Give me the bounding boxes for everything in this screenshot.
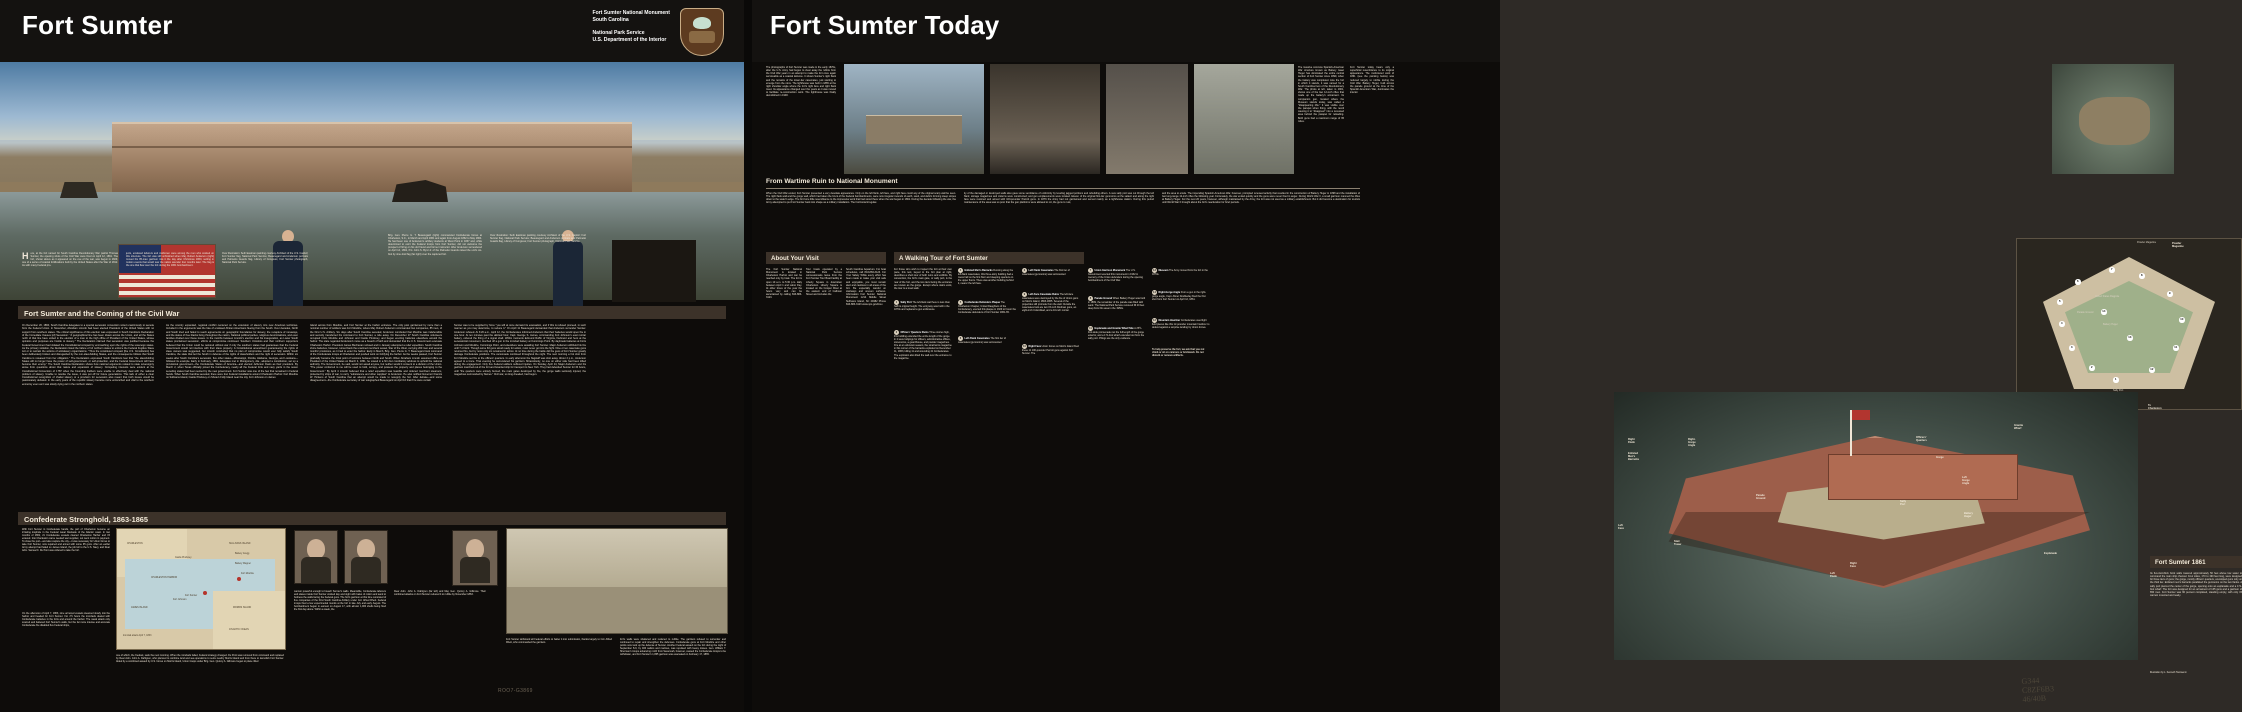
panel-gutter	[744, 0, 752, 712]
tour-number: 14	[1153, 291, 1156, 294]
tour-label: Esplanade and Granite Wharf Site	[1094, 327, 1134, 330]
plan-marker-13: 13	[2128, 335, 2132, 339]
map-label-battery-wagner: Battery Wagner	[235, 563, 251, 565]
fort-label-sally-port: Sally Port	[1900, 500, 1907, 506]
tour-number: 5	[959, 301, 962, 304]
section-title-confederate-stronghold: Confederate Stronghold, 1863-1865	[18, 512, 726, 525]
photo-fort-walls	[112, 122, 632, 194]
plan-marker-11: 11	[2174, 345, 2178, 349]
tour-number: 10	[1023, 345, 1026, 348]
tour-label: Confederate Defenders Plaque	[964, 301, 1000, 304]
plan-marker-6: 6	[2076, 279, 2079, 283]
plan-label-powder-magazine: Powder Magazine	[2137, 241, 2157, 244]
tour-closing-note: To help preserve the fort, we ask that you not climb or sit on cannons or brickwork. Do not disturb or remove artifacts.	[1152, 348, 1205, 358]
left-page-title: Fort Sumter	[22, 10, 173, 40]
rhett-coat	[460, 557, 490, 583]
dahlgren-face	[307, 539, 325, 559]
plan-marker-10: 10	[2180, 317, 2184, 321]
panel-left	[0, 0, 744, 712]
section-title-about-your-visit: About Your Visit	[766, 252, 886, 264]
plan-marker-12: 12	[2150, 367, 2154, 371]
map-label-fort-sumter: Fort Sumter	[185, 595, 198, 597]
map-label-atlantic-ocean: ATLANTIC OCEAN	[229, 629, 249, 631]
intro-dropcap: H	[22, 251, 29, 261]
tour-number: 7	[1089, 269, 1092, 272]
fort-label-left-flank: Left Flank	[1830, 572, 1837, 578]
tour-number: 12	[1153, 319, 1156, 322]
body-column-4: Sumter was to be supplied by force "you will at once demand its evacuation, and if this is refused proceed, in such manner as you may determine, to reduce it." On April 11 Beauregard demanded that Anderson surrender Sumter. Anderson refused. At 3:20 a.m., April 12, the Confederates informed Anderson that their batteries would open fire in one hour. At ten minutes past the allotted hour, Capt. George S. James, commanding Fort Johnson's east mortar battery, ordered the firing of a signal shell. Within moments Edmund Ruffin of Virginia, firebrand and hero at the secessionist movement, touched off a gun in the ironclad battery at Cummings Point. By daybreak batteries at Forts Johnson and Moultrie, Cummings Point, and elsewhere were assailing Fort Sumter. Major Anderson withheld his fire until 7 o'clock. Though some 60 guns stood ready for action, most never got into the fight. Nine or ten casemate guns returned fire, but by noon only six remained in action. At no time during the battle did the guns of Fort Sumter greatly damage Confederate positions. The cannonade continued throughout the night. The next morning a hot shot from Fort Moultrie set fire to the officers' quarters. In early afternoon the flagstaff was shot away. About 2 p.m., Anderson agreed to a truce. That evening he surrendered his garrison. Miraculously, no one on either side had been killed during the engagement. Only five Federal soldiers suffered injuries. On Sunday, April 14, Major Anderson and his garrison marched out of the fort and boarded ship for transport to New York. They had defended Sumter for 34 hours, until "the quarters were entirely burned, the main gates destroyed by fire, the gorge walls seriously injured, the magazines surrounded by flames." Civil war, so long dreaded, had begun.	[454, 324, 586, 376]
tour-label: Parade Ground	[1094, 297, 1113, 300]
tour-item-14	[1152, 290, 1210, 301]
panel-right	[752, 0, 2242, 712]
plan-marker-2: 2	[2090, 365, 2093, 369]
tour-label: Right-Gorge Angle	[1158, 291, 1181, 294]
tour-text: When Battery Huger was built in 1899, the remainder of the parade was filled with sand. The National Park Service removed fill 20 feet deep from this area in the 1950s.	[1088, 297, 1146, 311]
fort-label-right-gorge-angle: Right-Gorge Angle	[1688, 438, 1696, 447]
portrait-dahlgren	[294, 530, 338, 584]
map-label-castle-pinckney: Castle Pinckney	[175, 557, 192, 559]
tour-text: Confederates used light field pieces like this 12-pounder mountain howitzer to defend against a surprise landing by Union forces.	[1152, 319, 1210, 330]
map-label-battery-gregg: Battery Gregg	[235, 553, 250, 555]
photo-fort-mass	[866, 115, 961, 145]
plan-marker-5: 5	[2058, 299, 2061, 303]
right-page-title: Fort Sumter Today	[770, 10, 1000, 40]
body-column-2: As the country expanded, regional conflict centered on the extension of slavery into new American territories. Included in the arguments was the fate of enslaved African Americans fleeing from the South. Over decades, North and South tried and failed to reach agreements on geographic boundaries for slavery, the recapture of runaways, and the status of free blacks living throughout the nation, National political parties, religious denominations, and even families divided over these issues. In the months between Lincoln's election and his inauguration, as Lower South states proclaimed secession, efforts at compromise continued. Southern Unionists and their northern supporters believed that the Union could be restored without war if only the southern states had guarantees that the Federal Government would not interfere with their slave property. A Constitutional amendment guaranteeing the rights of slave owners was suggested, but Lincoln concluded that no plan of compromise would ever fully satisfy South Carolina, the state that led the South in defense of the rights of slaveholders and the right of secession. Within six weeks after South Carolina's secession, five other states—Mississippi, Florida, Alabama, Georgia, and Louisiana—followed its example. Early in February, 1861, delegates met in Montgomery, Ala., adopted a constitution, set up a provisional government—the Confederate States of America—and elected Jefferson Davis as their president. By March 2, when Texas officially joined the Confederacy, nearly all the Federal forts and navy yards in the seven seceding states had been seized by the new government. Fort Sumter was one of the few that remained in Federal hands. When South Carolina seceded, there were four Federal installations around Charleston Harbor: Fort Moultrie on Sullivans Island, Castle Pinckney on Shute's Folly Island near the city, Fort Johnson on James	[166, 324, 298, 379]
flag-stripe	[119, 275, 215, 279]
tour-number: 9	[1023, 293, 1026, 296]
caption-anderson-cont: Over illustration: Seth Eastman painting courtesy Architect of the U.S. Capitol; Fort Sumter flag, National Park Service; Beauregard and Anderson portraits and Palmetto Guards flag, Library of Congress; Fort Sumter photograph, National Park Service.	[222, 252, 309, 265]
gillmore-face	[357, 539, 375, 559]
tour-text: The left-flank wall here is less than half its original height. The entryway was built in the 1870s and replaced a gun embrasure.	[894, 301, 950, 312]
tour-text: The Charleston Chapter, United Daughters of the Confederacy, erected this plaque in 1929 to honor the Confederate defenders of Fort Sumter 1861-65.	[958, 301, 1016, 315]
engraving-caption: Fort Sumter withstood all Federal efforts to batter it into submission, thanks largely to Col. Alfred Rhett, who commanded the garrison.	[506, 638, 612, 645]
section-title-coming-of-civil-war: Fort Sumter and the Coming of the Civil War	[18, 306, 726, 319]
intro-text: ere, at the fort named for South Carolina Revolutionary War patriot Thomas Sumter, the opening shots of the Civil War were fired on April 12, 1861. The fort, shown above as it appeared on the eve of the war, was begun in 1829, one of a series of coastal fortifications built by the United States after the War of 1812. As with many Federal pro-	[22, 252, 118, 268]
plan-marker-4: 4	[2060, 321, 2063, 325]
engraving-fort-sumter-ruins	[506, 528, 728, 634]
charleston-harbor-map	[116, 528, 286, 650]
tour-number: 6	[959, 337, 962, 340]
illustration-officers-quarters	[1828, 454, 2018, 500]
plan-marker-9: 9	[2168, 291, 2171, 295]
caption-anderson: jects, enslaved laborers and craftsmen were among the men who worked on this structure. The fort was still unfinished when Maj. Robert Anderson (right) moved his 85-man garrison into it the day after Christmas 1860, setting in motion events that would tear the nation asunder four months later. The flag is the one that flew over the fort during the 1861 bombardment.	[126, 252, 214, 268]
tour-text: The left-face casemates were destroyed by the fire of Union guns on Morris Island, 1863-1865. Several of the projectiles still protrude from the wall. Outside the casemates look are two 15-inch Rodman guns, an eight-inch Columbiad, and a 10-inch mortar.	[1022, 293, 1079, 313]
agency-line-1: Fort Sumter National Monument	[592, 10, 670, 16]
section-title-walking-tour: A Walking Tour of Fort Sumter	[894, 252, 1084, 264]
tour-text: The first tier of casemates (gunrooms) was surmounted	[1022, 269, 1070, 276]
map-label-fort-moultrie: Fort Moultrie	[241, 573, 254, 575]
fort-label-esplanade: Esplanade	[2044, 552, 2057, 555]
tour-item-12	[1152, 318, 1210, 329]
caption-beauregard: Brig. Gen. Pierre G. T. Beauregard (right) commanded Confederate forces at Charleston, S.C., in March and April 1861 and again from August 1862 to May 1864. He had been one of Anderson's artillery students at West Point in 1837 and, while determined to evict the Federal troops from Fort Sumter, did not welcome the prospect of firing on his old friend and former instructor. After Anderson surrendered on April 14, 1861, Pvt. John S. Byrd Jr. of the Palmetto Guards raised the unit's six-foot by nine-foot flag (far right) over the captured fort.	[388, 234, 482, 256]
plan-label-flagpole: United States Flagpole	[2095, 295, 2120, 298]
rule-under-monument-title	[766, 188, 1360, 189]
tour-label: Mountain Howitzer	[1158, 319, 1181, 322]
photo-sailboat-left-icon	[60, 182, 98, 198]
tour-label: Left Flank Casemates	[1028, 269, 1054, 272]
plan-marker-1: 1	[2114, 377, 2117, 381]
fort-cutaway-illustration	[1614, 392, 2138, 660]
portrait-caption-dahlgren-gillmore: Rear Adm. John A. Dahlgren (far left) and Maj. Gen. Quincy A. Gillmore. Their combined attacks on Fort Sumter reduced it to rubble by November 1863.	[394, 590, 486, 597]
fort-label-left-gorge-angle: Left Gorge Angle	[1962, 476, 1970, 485]
dahlgren-coat	[301, 557, 331, 583]
fort-label-powder-magazine: Powder Magazine	[2172, 242, 2184, 248]
tour-item-8	[1088, 296, 1146, 310]
rhett-face	[466, 539, 484, 559]
map-label-charleston: CHARLESTON	[127, 543, 143, 545]
section-title-wartime-ruin: From Wartime Ruin to National Monument	[766, 178, 898, 185]
historic-photo-interior-ruins	[990, 64, 1100, 174]
agency-line-5: U.S. Department of the Interior	[592, 37, 667, 43]
historic-photo-disappearing-rifle	[1194, 64, 1294, 174]
tour-number: 11	[1089, 327, 1092, 330]
walking-tour-intro: For those who wish to inspect the fort at their own pace, this text, keyed to the fort plan at right, describes a short tour of both ruins and exhibits. By convention, the fort's main gate, or sally port, is the rear of the fort, and the two tiers facing the entrance are known as the gorge. Except where stairs exist, the tour is a level walk.	[894, 268, 952, 290]
stronghold-column-1: With Fort Sumter in Confederate hands, the port of Charleston became an irritating loophole in the Federal naval blockade of the Atlantic coast. In two months of 1862, 21 Confederate vessels cleared Charleston Harbor and 15 entered. Into Charleston came needed war supplies; out went cotton in payment. To close the port—and also capture the city—it was necessary for Union forces to take Fort Sumter, now repaired and armed with some 95 guns. After an earlier Army attempt had failed on James Island, the job fell to the U.S. Navy, and Rear Adm. Samuel F. Du Pont was ordered to take the fort.	[22, 528, 110, 553]
historic-photo-fort-1870s	[844, 64, 984, 174]
visit-column-2: Tour boats operated by a National Park Service concessionaire leave from the Fort Sumter Tour Boat Facility at Liberty Square in downtown Charleston. Liberty Square is located on the Cooper River at the eastern end of Calhoun Street and includes the	[806, 268, 842, 297]
map-label-james-island: JAMES ISLAND	[131, 607, 148, 609]
intro-paragraph	[22, 252, 118, 267]
tour-number: 8	[1089, 297, 1092, 300]
tour-item-5	[958, 300, 1016, 314]
flag-stripe	[119, 283, 215, 287]
tour-label: Museum	[1158, 269, 1169, 272]
tour-item-3	[1022, 268, 1080, 276]
monument-column-2: ity of the damaged or destroyed walls also gave some semblance of uniformity by leveling jagged portions and rebuilding others. A new sally port was cut through the left flank; storage magazines and cisterns were constructed; and gun emplacements were located. Eleven of the original first-tier gunrooms at the salient and along the right face were restored and armed with 100-pounder Parrott guns. In 1876 the Army had not garrisoned and served mainly as a lighthouse station. During this period maintenance of the area was so poor that the gun platforms were allowed to rot, the guns to rust,	[964, 192, 1154, 205]
fort-plan-diagram	[2016, 238, 2242, 410]
tour-item-1	[894, 300, 952, 311]
fort-label-stair-tower: Stair Tower	[1674, 540, 1682, 546]
caption-1870s-photo: The photographs of Fort Sumter was made in the early 1870s, after the U.S. Army had begun to clear away the rubble from the Civil War years in an attempt to make the fort once again serviceable as a coastal defense. It shows Sumter's right flank and the remains of the lower-tier casemates, just starting to emerge from the ruins. The lighthouse was built in 1865 at the right shoulder angle where the fort's right face and right flank meet. Its appearance changed over the years as it was moved to facilitate re-construction work. The lighthouse was finally demolished in 1948.	[766, 66, 836, 98]
aerial-island	[2079, 97, 2150, 145]
agency-block	[592, 10, 670, 44]
fort-label-right-flank: Right Flank	[1628, 438, 1635, 444]
tour-label: Union Garrison Monument	[1094, 269, 1126, 272]
map-label-charleston-harbor: CHARLESTON HARBOR	[151, 577, 178, 579]
tour-label: Officers' Quarters Ruins	[900, 331, 929, 334]
caption-battery-huger: The massive concrete Spanish-American War structure known as Battery Isaac Huger has dominated the entire central section of Fort Sumter since 1899, when the battery was completed. Like the fort in which it stands, it was named for a South Carolina hero of the Revolutionary War. The photo at left, taken in 1901, shows one of the two 12-inch rifles that made up the battery's armament. Its companion gun, located where the Museum stands today, was called a "disappearing rifle." It was visible over the parapet when firing, with the recoil causing it to "disappear" into a recessed area behind the parapet for reloading. Both guns had a maximum range of 95 miles.	[1298, 66, 1344, 123]
aerial-photo-fort-sumter-today	[2052, 64, 2174, 174]
plan-marker-7: 7	[2110, 267, 2113, 271]
monument-column-1: When the Civil War ended, Fort Sumter presented a very desolate appearance. Only on the left flank, left face, and right face could any of the original scarp wall be seen. The right flank wall and the gorge wall, which had taken the brunt of the Federal bombardments, were now irregular mounds of earth, sand, and debris forming steep slopes down to the water's edge. The fort bore little resemblance to the impressive work that had stood there when the war began in 1861. During the decade following the war, the Army attempted to put Fort Sumter back into shape as a military installation. The horizontal irregular-	[766, 192, 956, 205]
map-label-fort-johnson: Fort Johnson	[173, 599, 187, 601]
body-column-1: On December 20, 1860, South Carolina delegates to a special secession convention voted unanimously to secede from the Federal Union. In November, Abraham Lincoln had been elected President of the United States with no support from southern states. The critical significance of this election was expressed in South Carolina's Declaration of the Immediate Causes [of] Secession: "A geographical line has been drawn across the Union, and all the States north of that line have united in the election of a man to the high office of President of the United States, whose opinions and purposes are hostile to slavery." The Declaration claimed that secession was justified because the Federal Government had violated the Constitutional compact by encroaching upon the rights of the sovereign states. As the primary violation, the Declaration listed the failure of 14 northern states to enforce the Federal Fugitive Slave Act or to restrain the actions of antislavery organizations. "Thus the constituted compact [the U.S. Constitution] has been deliberately broken and disregarded by the non-slaveholding States, and the consequence follows that South Carolina is released from her obligation." The Declaration expressed South Carolina's fear that "the slaveholding States will no longer have the power of self-government, or self-protection, and the Federal Government will have become their enemy." The South Carolina Declaration shows how national arguments related to state sovereignty arose from questions about that nature and expansion of slavery. Competing interests were evident at the Constitutional Convention of 1787 when the Founding Fathers were unable to effectively deal with the national problem of slavery. Unable to resolve the issue, it was put off for future generations. This lack of either a clear Constitutional recognition of chattel slavery or a provision for secession also meant that both issues would be passionately debated. In the early years of the republic slavery became more entrenched and vital to the southern economy even as it was slowly dying out in the northern states.	[22, 324, 154, 386]
tour-item-7	[1088, 268, 1146, 282]
stronghold-column-3: one of which, the Keokuk, sank the next morning. When the ironclads failed, Federal strategy changed. Du Pont was removed from command and replaced by Rear Adm. John A. Dahlgren, who planned to combine land and sea operations to seize nearby Morris Island and from there to demolish Fort Sumter. Aided by a combined assault by U.S. forces on Morris Island, Union troops under Brig. Gen. Quincy A. Gillmore began to place rifled	[116, 654, 284, 664]
tour-item-9	[1022, 292, 1080, 312]
plan-label-battery-huger: Battery Huger	[2103, 323, 2118, 326]
fort-label-parade-ground: Parade Ground	[1756, 494, 1766, 500]
agency-line-2: South Carolina	[592, 17, 629, 23]
fort-label-battery-huger: Battery Huger	[1964, 512, 1973, 518]
flag-stripe	[119, 291, 215, 295]
engraving-foreground	[507, 587, 727, 633]
tour-item-11	[1088, 326, 1146, 340]
caption-fort-today: Fort Sumter today bears only a superficial resemblance to its original appearance. The multi-tiered work of 1861 (see the painting below) was reduced largely to rubble during the Civil War. Battery Huger, built across the parade ground at the time of the Spanish-American War, dominates the interior.	[1350, 66, 1394, 95]
tour-item-2	[894, 330, 952, 360]
fort-label-right-face: Right Face	[1850, 562, 1857, 568]
archive-stamp-left: ROO7-G3869	[498, 688, 533, 694]
plan-label-parade-ground: Parade Ground	[2077, 311, 2094, 314]
tour-number: 13	[1153, 269, 1156, 272]
tour-item-4	[958, 268, 1016, 285]
caption-credits: Over illustration: Seth Eastman painting courtesy Architect of the U.S. Capitol; Fort Sumter flag, National Park Service; Beauregard and Anderson portraits and Palmetto Guards flag, Library of Congress; Fort Sumter photograph, National Park Service.	[490, 234, 586, 244]
tour-item-13	[1152, 268, 1210, 276]
tour-text: From a gun in the right-gorge angle, Capt. Abner Doubleday fired the first shot from Fort Sumter on April 12, 1861.	[1152, 291, 1207, 302]
visit-column-3: South Carolina Aquarium. For boat schedules, call 843-883-3123. For Your Safety While every effort has been made to make your visit safe and enjoyable, you must remain alert and cautious in all areas of the fort. Be especially careful on stairways and uneven surfaces. Information Fort Sumter National Monument 1214 Middle Street Sullivans Island, SC 29482 Phone 843-883-3123 www.nps.gov/fosu	[846, 268, 886, 306]
tour-text: A 25½-foot-wide promenade ran the full length of the gorge exterior, and a 171-foot wharf extended out from the sally port. Pilings are the only evidence.	[1088, 327, 1145, 341]
map-legend-1: Ironclad attack April 7, 1863	[123, 635, 152, 637]
plan-marker-8: 8	[2140, 273, 2143, 277]
agency-line-4: National Park Service	[592, 30, 645, 36]
archive-pencil-note: G344 C8ZF6B3 46/40B	[2021, 675, 2055, 704]
tour-number: 4	[959, 269, 962, 272]
tour-number: 3	[1023, 269, 1026, 272]
stronghold-column-4: cannon powerful enough to breach Sumter's walls. Meanwhile, Confederate laborers and slaves inside Fort Sumter worked day and night with bales of cotton and sand to buttress the walls facing the Federal guns. The fort's garrison at this time consisted of five companies of the First South Carolina Artillery under Col. Alfred Rhett. Federal troops fired a few experimental rounds at the fort in late July and early August. The bombardment began in earnest on August 17, with almost 1,000 shells being fired the first day alone. Within a week, the	[294, 590, 387, 612]
nps-arrowhead-logo-icon	[680, 8, 724, 56]
portrait-gillmore	[344, 530, 388, 584]
tour-text: Running along the left-flank casemates, this three-story building had a mess hall on the first floor and sleeping quarters on the upper floors. There was another building behind it, nearer the left face.	[958, 269, 1014, 286]
fort-caption-text: Its five-foot-thick brick walls towered approximately 50 feet above low water to command the main ship channel. Four sides, 170 to 190 feet long, were designed for three tiers of guns; the gorge, mostly officers' quarters, enveloped guns only on the third tier. Enlisted men's barracks paralleled the gunrooms on the two flanks. A sally port pierced the center of the gorge, opening onto an esplanade and a 171-foot wharf. The fort was designed for an armament of 135 guns and a garrison of 650 men. Fort Sumter was 90 percent completed, standing empty, with only 15 cannon mounted and ready.	[2150, 572, 2242, 598]
gillmore-coat	[351, 557, 381, 583]
map-marker-fort-moultrie	[237, 577, 241, 581]
body-column-3: Island across from Moultrie, and Fort Sumter at the harbor entrance. The only post garrisoned by more than a nominal number of soldiers was Fort Moultrie, where Maj. Robert Anderson commanded two companies, 85 men, of the First U.S. Artillery. Six days after South Carolina seceded, Anderson concluded that Moultrie was indefensible and secretly transferred his command to Fort Sumter, a mile away. On December 27 South Carolina volunteers occupied Forts Moultrie and Johnson and Castle Pinckney, and began erecting batteries elsewhere around the harbor. The state regarded Anderson's move as a breach of faith and demanded that the U.S. Government evacuate Charleston Harbor. President James Buchanan refused and in January attempted a relief expedition. South Carolina shore batteries, however, turned back the unarmed merchant vessel, Star of the West, carrying 200 men and several months' provisions, as it tried to enter the harbor. Early in March, Brig. Gen. Pierre G. T. Beauregard took command of the Confederate troops at Charleston and pushed work on fortifying the harbor. As the weeks passed, Fort Sumter gradually became the focal point of tensions between North and South. When Abraham Lincoln assumed office as President of the United States on March 4, 1861, he vowed in a firm but conciliatory address to uphold the national authority. The Government, he said, would not assail anyone, but neither would it consent to a division of the Union. "The power conferred to me will be used to hold, occupy, and possess the property and places belonging to the Government." By April 4 Lincoln believed that a relief expedition was feasible and ordered merchant steamers, protected by ships of war, to carry "subsistence and other supplies" to Anderson. He also notified Governor Francis W. Pickens of South Carolina that an attempt would be made to resupply the fort. After debate—and some disagreement—the Confederate secretary of war telegraphed Beauregard on April 10 that if he were certain	[310, 324, 442, 383]
fort-label-granite-wharf: Granite Wharf	[2014, 424, 2024, 430]
tour-text: Three stories high, this building extended the entire length of the gorge. In it were lodgings for officers, administrative offices, storerooms, a guardhouse, and powder magazines. Fire at an unknown season, the small arms magazine in this corner of the barracks exploded on December 11, 1863, killing 11 and wounding 41 Confederates. The explosion also tilted the wall over the entrance to the magazine.	[894, 331, 952, 360]
tour-label: Left-Flank Casemates	[964, 337, 990, 340]
palmetto-guards-flag	[612, 240, 696, 302]
fort-label-left-face: Left Face	[1618, 524, 1624, 530]
visit-column-1: The Fort Sumter National Monument is located in Charleston Harbor and can be reached only by boat. The fort is open 10 a.m. to 5:30 p.m. daily between April 1 and Labor Day. At other times of the year the hours vary and can be ascertained by calling 843-883-3123.	[766, 268, 802, 300]
illustration-credit: Illustration by L. Kenneth Townsend.	[2150, 672, 2187, 674]
map-land-morris-island	[213, 591, 285, 649]
tour-item-10	[1022, 344, 1080, 355]
monument-column-3: and the area to erode. The impending Spanish-American War, however, prompted renewed activity that resulted in the construction of Battery Huger in 1898 and the installation of two long-range 12-inch rifles the following year. Fortunately, the war ended quickly and the guns were never fired in anger. During World War II, a small garrison manned the rifles at Battery Huger. For the next 20 years, however, although maintained by the Army, the fort was not used as a military establishment. But it did become a destination for tourists until World War II brought about the fort's reactivation for brief periods.	[1162, 192, 1360, 205]
fort-caption-title: Fort Sumter 1861	[2150, 556, 2242, 568]
tour-number: 2	[895, 331, 898, 334]
historic-photo-battery-huger-gun	[1106, 64, 1188, 174]
stronghold-column-2: On the afternoon of April 7, 1863, nine armored vessels steamed slowly into the harbor and headed for Fort Sumter. For 2½ hours the ironclads dueled with Confederate batteries in the forts and around the harbor. The naval attack only scarred and battered Fort Sumter's walls, but the far more intense and accurate Confederate fire disabled five Federal ships,	[22, 612, 110, 628]
tour-text: The U.S. Government erected this monument in 1932 in memory of the Union defenders during the opening bombardment of the Civil War.	[1088, 269, 1144, 283]
map-marker-fort-sumter	[203, 591, 207, 595]
plan-label-sally-port: Sally Port	[2113, 389, 2124, 392]
fort-label-enlisted-barracks: Enlisted Men's Barracks	[1628, 452, 1640, 461]
tour-text: Union forces on Morris Island fired these 11 100-pounder Parrott guns against Fort Sumter. The	[1022, 345, 1079, 356]
fort-label-gorge: Gorge	[1936, 456, 1944, 459]
tour-item-6	[958, 336, 1016, 344]
tour-label: Right Face	[1028, 345, 1041, 348]
tour-label: Sally Port	[900, 301, 912, 304]
plan-marker-3: 3	[2070, 345, 2073, 349]
map-label-morris-island: MORRIS ISLAND	[233, 607, 252, 609]
tour-label: Enlisted Men's Barracks	[964, 269, 993, 272]
portrait-rhett	[452, 530, 498, 586]
stronghold-column-5: fort's walls were shattered and reduced to rubble. The garrison refused to surrender and continued to repair and strengthen the defenses. Confederate guns at Fort Moultrie and other points now took up the defense of Sumter. Another Federal assault on the fort during the night of September 8-9, by 400 sailors and marines, was repulsed with heavy losses. Gen. William T. Sherman's troops advancing north from Savannah, however, caused the Confederate troops to be withdrawn, and Fort Sumter's 1,865 garrison was evacuated on February 17, 1865.	[620, 638, 726, 657]
tour-label: Left-Face Casemate Ruins	[1028, 293, 1059, 296]
plan-marker-14: 14	[2102, 309, 2106, 313]
fort-label-officers-quarters: Officers' Quarters	[1916, 436, 1927, 442]
tour-number: 1	[895, 301, 898, 304]
illustration-us-flag	[1852, 410, 1870, 420]
fort-label-to-charleston: To Charleston	[2148, 404, 2162, 410]
tour-text: The first tier of casemates (gunrooms) was surmounted	[958, 337, 1006, 344]
beauregard-uniform	[553, 241, 583, 313]
map-label-sullivans-island: SULLIVANS ISLAND	[229, 543, 251, 545]
tour-text: The Army moved from the fort in the 1870s.	[1152, 269, 1208, 276]
